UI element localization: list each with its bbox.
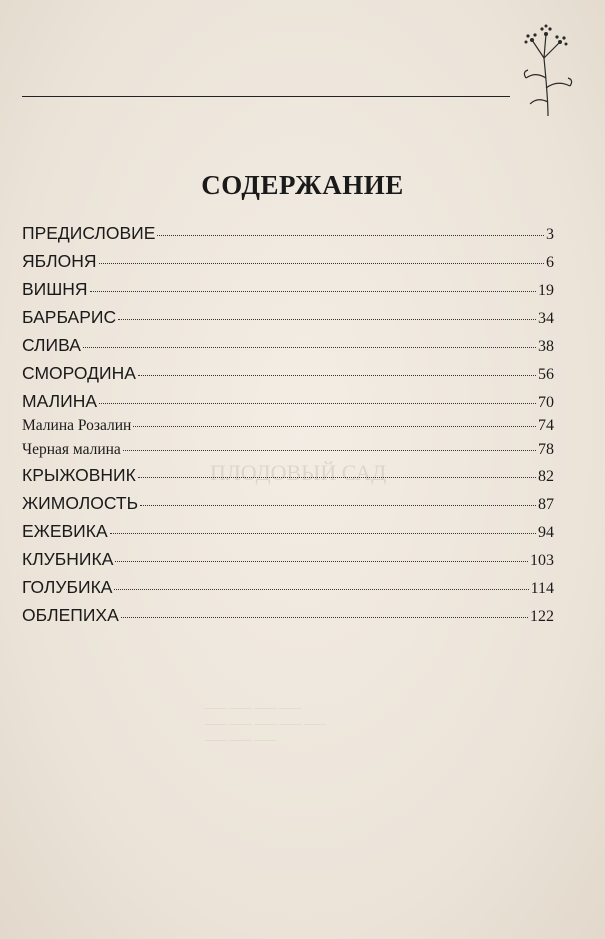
toc-entry-page-number: 3 [546,226,554,243]
toc-entry-label: Малина Розалин [22,417,132,434]
toc-entry-label: ВИШНЯ [22,279,88,299]
toc-entry-page-number: 38 [538,338,554,355]
dot-leader [157,235,544,236]
toc-entry-label: ЕЖЕВИКА [22,521,108,541]
dot-leader [118,319,536,320]
toc-entry-label: МАЛИНА [22,391,98,411]
toc-entry-label: Черная малина [22,441,121,458]
toc-entry-label: КРЫЖОВНИК [22,465,136,485]
toc-entry-page-number: 122 [530,608,554,625]
toc-entry-label: ГОЛУБИКА [22,577,113,597]
toc-entry [22,223,554,244]
toc-entry-label: ОБЛЕПИХА [22,605,119,625]
toc-entry [22,493,554,514]
toc-entry [22,549,554,570]
toc-entry-page-number: 19 [538,282,554,299]
toc-entry [22,335,554,356]
toc-entry-label: КЛУБНИКА [22,549,114,569]
toc-entry [22,307,554,328]
dot-leader [115,561,528,562]
toc-entry-page-number: 94 [538,524,554,541]
toc-entry-label: ЖИМОЛОСТЬ [22,493,139,513]
dot-leader [110,533,536,534]
dot-leader [83,347,536,348]
page-title: СОДЕРЖАНИЕ [201,170,404,200]
toc-entry [22,577,554,598]
dot-leader [90,291,536,292]
toc-entry-page-number: 114 [530,580,554,597]
dot-leader [138,375,536,376]
show-through-text: ПЛОДОВЫЙ САД [210,460,387,485]
toc-entry [22,279,554,300]
toc-entry-label: ПРЕДИСЛОВИЕ [22,223,156,243]
toc-entry [22,417,554,435]
dot-leader [138,477,536,478]
toc-entry-page-number: 34 [538,310,554,327]
toc-entry [22,465,554,486]
toc-entry-label: СЛИВА [22,335,81,355]
umbellifer-plant-icon [508,18,578,118]
dot-leader [99,263,545,264]
toc-entry-page-number: 82 [538,468,554,485]
dot-leader [121,617,528,618]
dot-leader [133,426,536,427]
header-rule [22,96,510,97]
toc-entry-page-number: 74 [538,417,554,434]
dot-leader [114,589,528,590]
dot-leader [123,450,536,451]
toc-entry-label: БАРБАРИС [22,307,117,327]
toc-entry [22,251,554,272]
toc-entry-page-number: 87 [538,496,554,513]
toc-entry-page-number: 6 [546,254,554,271]
toc-entry-page-number: 70 [538,394,554,411]
toc-entry [22,441,554,459]
dot-leader [99,403,536,404]
toc-entry-label: СМОРОДИНА [22,363,136,383]
show-through-text: —— —— —— —— —— —— —— —— —— —— —— —— [205,702,326,746]
toc-entry [22,391,554,412]
toc-entry-page-number: 103 [530,552,554,569]
dot-leader [140,505,536,506]
toc-entry-page-number: 78 [538,441,554,458]
toc-entry-page-number: 56 [538,366,554,383]
toc-entry [22,605,554,626]
toc-entry [22,521,554,542]
toc-entry-label: ЯБЛОНЯ [22,251,97,271]
toc-entry [22,363,554,384]
